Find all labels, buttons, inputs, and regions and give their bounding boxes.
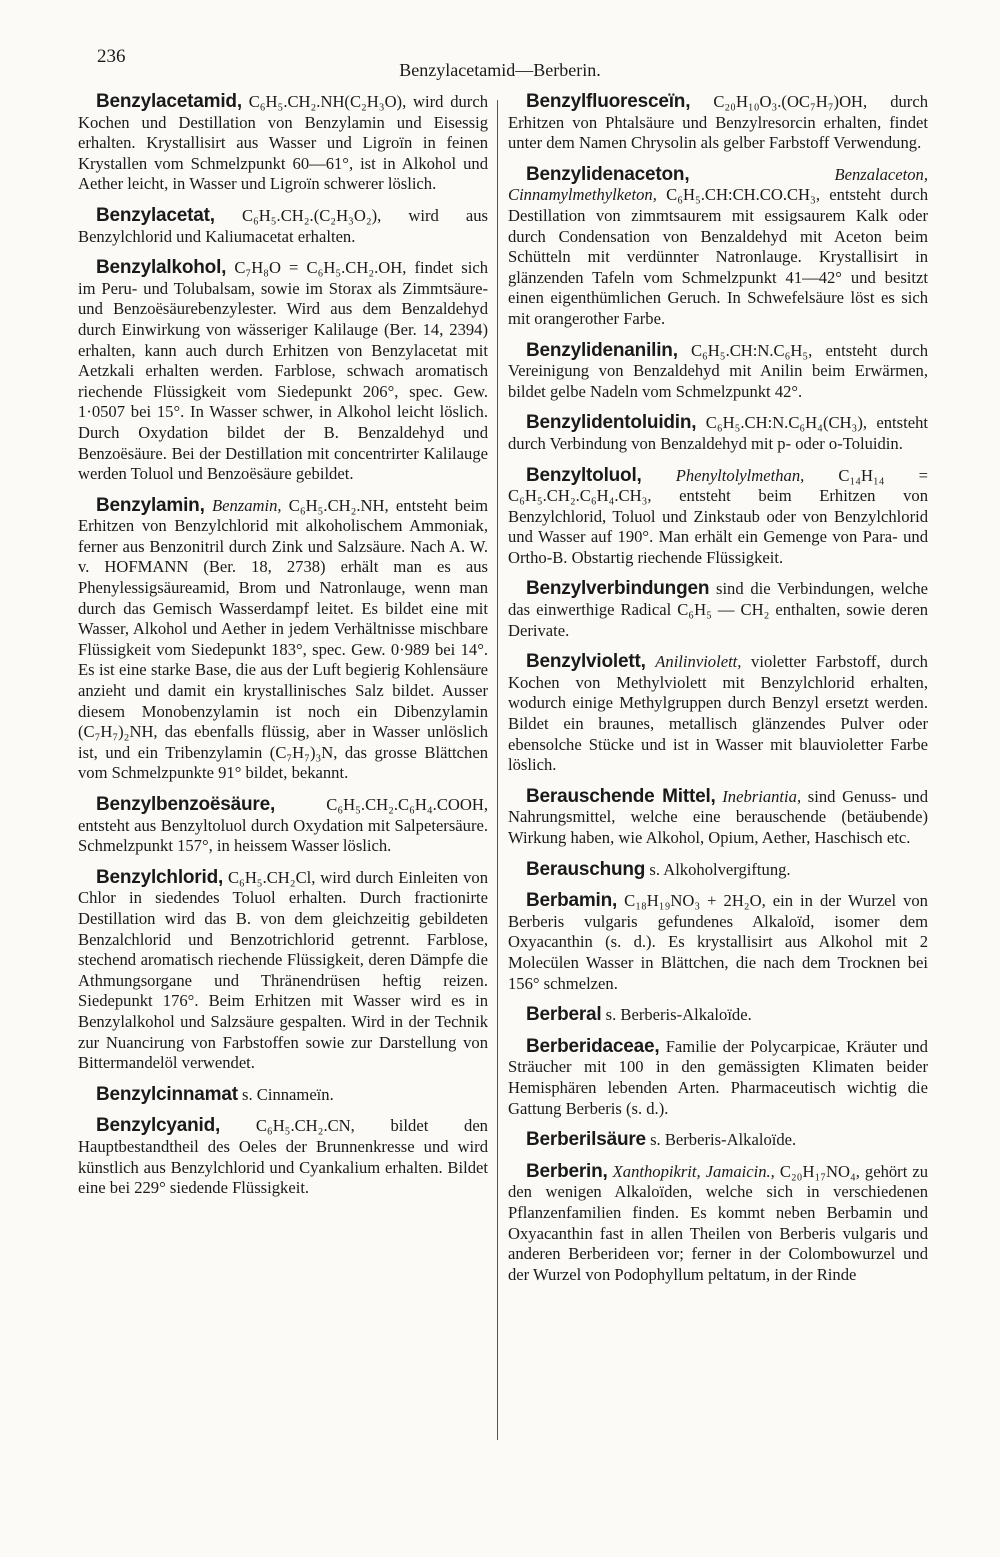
entry-headword: Benzylverbindungen bbox=[526, 578, 710, 600]
entry-text: C₇H₈O = C₆H₅.CH₂.OH, findet sich im Peru- und Tolubalsam, sowie im Storax als Zimmtsäure- und Benzoësäurebenzylester. Wird aus dem Benzaldehyd durch Einwirkung von wässeriger Kalilauge (Ber. 14, 2394) erhalten, kann auch durch Erhitzen von Benzylacetat mit Aetzkali erhalten werden. Farblose, schwach aromatisch riechende Flüssigkeit vom Siedepunkt 206°, spec. Gew. 1·0507 bei 15°. In Wasser schwer, in Alkohol leicht löslich. Durch Oxydation bildet der B. Benzaldehyd und Benzoësäure. Bei der Destillation mit concentrirter Kalilauge werden Toluol und Benzoësäure gebildet. bbox=[78, 258, 488, 484]
dictionary-entry bbox=[508, 652, 928, 776]
dictionary-entry bbox=[508, 891, 928, 994]
entry-headword: Benzylfluoresceïn, bbox=[526, 91, 691, 112]
entry-headword: Berberilsäure bbox=[526, 1129, 646, 1151]
dictionary-entry bbox=[508, 165, 928, 330]
left-column bbox=[78, 92, 488, 1210]
dictionary-entry bbox=[508, 1162, 928, 1286]
entry-headword: Berberidaceae, bbox=[526, 1035, 660, 1057]
entry-synonym: Benzamin, bbox=[211, 495, 282, 515]
entry-text: s. Berberis-Alkaloïde. bbox=[650, 1130, 797, 1150]
entry-headword: Benzylbenzoësäure, bbox=[96, 794, 276, 815]
entry-headword: Benzylidenaceton, bbox=[526, 163, 690, 185]
entry-text: C₆H₅.CH₂.(C₂H₃O₂), wird aus Benzylchlorid und Kaliumacetat erhalten. bbox=[78, 205, 488, 246]
dictionary-entry bbox=[78, 206, 488, 247]
dictionary-entry bbox=[508, 579, 928, 641]
dictionary-entry bbox=[78, 92, 488, 195]
entry-text: C₆H₅.CH₂Cl, wird durch Einleiten von Chlor in siedendes Toluol erhalten. Durch fractionirte Destillation wird das B. von dem gleichzeitig gebildeten Benzalchlorid und Benzotrichlorid getrennt. Farblose, stechend aromatisch riechende Flüssigkeit, deren Dämpfe die Athmungsorgane und Thränendrüsen heftig reizen. Siedepunkt 176°. Beim Erhitzen mit Wasser wird es in Benzylalkohol und Salzsäure gespalten. Wird in der Technik zur Nuancirung von Farbstoffen sowie zur Darstellung von Bittermandelöl verwendet. bbox=[78, 867, 488, 1073]
entry-text: C₂₀H₁₀O₃.(OC₇H₇)OH, durch Erhitzen von Phtalsäure und Benzylresorcin erhalten, findet unter dem Namen Chrysolin als gelber Farbstoff Verwendung. bbox=[508, 92, 928, 153]
entry-text: s. Berberis-Alkaloïde. bbox=[605, 1005, 752, 1025]
dictionary-entry bbox=[78, 795, 488, 857]
dictionary-entry bbox=[78, 496, 488, 784]
entry-text: C₆H₅.CH₂.NH(C₂H₃O), wird durch Kochen und Destillation von Benzylamin und Eisessig erhalten. Krystallisirt aus Wasser und Ligroïn in feinen Krystallen vom Schmelzpunkt 60—61°, ist in Alkohol und Aether leicht, in Wasser und Ligroïn schwerer löslich. bbox=[78, 92, 488, 194]
entry-text: C₆H₅.CH₂.CN, bildet den Hauptbestandtheil des Oeles der Brunnenkresse und wird künstlich aus Benzylchlorid und Cyankalium erhalten. Bildet eine bei 229° siedende Flüssigkeit. bbox=[78, 1116, 488, 1198]
entry-headword: Benzylcinnamat bbox=[96, 1083, 238, 1105]
entry-headword: Benzylviolett, bbox=[526, 651, 646, 673]
dictionary-entry bbox=[508, 1005, 928, 1026]
entry-text: sind Genuss- und Nahrungsmittel, welche eine berauschende (betäubende) Wirkung haben, wie Alkohol, Opium, Aether, Haschisch etc. bbox=[508, 786, 928, 847]
entry-text: s. Alkoholvergiftung. bbox=[649, 859, 791, 879]
entry-headword: Berauschung bbox=[526, 858, 646, 880]
column-divider bbox=[497, 100, 498, 1440]
dictionary-entry bbox=[78, 1116, 488, 1198]
entry-headword: Benzylcyanid, bbox=[96, 1115, 221, 1137]
entry-headword: Benzylamin, bbox=[96, 494, 205, 516]
entry-headword: Benzylidentoluidin, bbox=[526, 412, 697, 434]
entry-headword: Berbamin, bbox=[526, 890, 618, 912]
entry-headword: Benzylacetat, bbox=[96, 204, 215, 226]
entry-text: C₆H₅.CH:N.C₆H₅, entsteht durch Vereinigung von Benzaldehyd mit Anilin beim Erwärmen, bildet gelbe Nadeln vom Schmelzpunkt 42°. bbox=[508, 340, 928, 401]
entry-headword: Benzylacetamid, bbox=[96, 91, 242, 112]
entry-synonym: Benzalaceton, Cinnamylmethylketon, bbox=[508, 164, 928, 205]
entry-headword: Berberal bbox=[526, 1004, 602, 1026]
entry-synonym: Xanthopikrit, Jamaicin., bbox=[612, 1161, 775, 1181]
entry-text: C₆H₅.CH₂.C₆H₄.COOH, entsteht aus Benzyltoluol durch Oxydation mit Salpetersäure. Schmelzpunkt 157°, in heissem Wasser löslich. bbox=[78, 795, 488, 856]
entry-headword: Berauschende Mittel, bbox=[526, 785, 716, 807]
dictionary-entry bbox=[508, 413, 928, 454]
entry-text: C₁₈H₁₉NO₃ + 2H₂O, ein in der Wurzel von Berberis vulgaris gefundenes Alkaloïd, isomer dem Oxyacanthin (s. d.). Es krystallisirt aus Alkohol mit 2 Molecülen Wasser in Blättchen, die nach dem Trocknen bei 156° schmelzen. bbox=[508, 891, 928, 993]
entry-text: C₆H₅.CH₂.NH, entsteht beim Erhitzen von Benzylchlorid mit alkoholischem Ammoniak, ferner aus Benzonitril durch Zink und Salzsäure. Nach A. W. v. HOFMANN (Ber. 18, 2738) erhält man es aus Phenylessigsäureamid, Brom und Natronlauge, wenn man durch das Gemisch Wasserdampf leitet. Es bildet eine mit Wasser, Alkohol und Aether in jedem Verhältnisse mischbare Flüssigkeit vom Siedepunkt 183°, spec. Gew. 0·989 bei 14°. Es ist eine starke Base, die aus der Luft begierig Kohlensäure anzieht und damit ein krystallinisches Salz bildet. Ausser diesem Monobenzylamin ist noch ein Dibenzylamin (C₇H₇)₂NH, das ebenfalls flüssig, aber in Wasser unlöslich ist, und ein Tribenzylamin (C₇H₇)₃N, das grosse Blättchen vom Schmelzpunkte 91° bildet, bekannt. bbox=[78, 495, 488, 783]
entry-text: violetter Farbstoff, durch Kochen von Methylviolett mit Benzylchlorid erhalten, wodurch einige Methylgruppen durch Benzyl ersetzt werden. Bildet ein braunes, metallisch glänzendes Pulver oder ebensolche Stücke und ist in Wasser mit blauvioletter Farbe löslich. bbox=[508, 652, 928, 775]
entry-synonym: Anilinviolett, bbox=[655, 652, 742, 672]
dictionary-entry bbox=[508, 1037, 928, 1119]
entry-text: C₆H₅.CH:CH.CO.CH₃, entsteht durch Destillation von zimmtsaurem mit essigsaurem Kalk oder durch Condensation von Benzaldehyd mit Aceton beim Schütteln mit verdünnter Natronlauge. Krystallisirt in glänzenden Tafeln vom Schmelzpunkt 41—42° und besitzt einen eigenthümlichen Geruch. In Schwefelsäure löst es sich mit orangerother Farbe. bbox=[508, 185, 928, 328]
entry-headword: Benzylchlorid, bbox=[96, 866, 224, 888]
page-number: 236 bbox=[97, 46, 126, 67]
dictionary-entry bbox=[78, 1085, 488, 1106]
dictionary-entry bbox=[78, 258, 488, 485]
right-column bbox=[508, 92, 928, 1296]
entry-headword: Berberin, bbox=[526, 1160, 608, 1182]
dictionary-entry bbox=[508, 860, 928, 881]
dictionary-entry bbox=[78, 868, 488, 1074]
entry-text: s. Cinnameïn. bbox=[242, 1084, 334, 1104]
entry-synonym: Inebriantia, bbox=[722, 786, 802, 806]
dictionary-entry bbox=[508, 341, 928, 403]
entry-text: sind die Verbindungen, welche das einwerthige Radical C₆H₅ — CH₂ enthalten, sowie deren Derivate. bbox=[508, 579, 928, 640]
entry-text: Familie der Polycarpicae, Kräuter und Sträucher mit 100 in den gemässigten Klimaten beider Hemisphären lebenden Arten. Pharmaceutisch wichtig die Gattung Berberis (s. d.). bbox=[508, 1036, 928, 1118]
entry-synonym: Phenyltolylmethan, bbox=[675, 465, 805, 485]
entry-text: C₂₀H₁₇NO₄, gehört zu den wenigen Alkaloïden, welche sich in verschiedenen Pflanzenfamilien finden. Es kommt neben Berbamin und Oxyacanthin fast in allen Theilen von Berberis vulgaris und anderen Berberideen vor; ferner in der Colombowurzel und der Wurzel von Podophyllum peltatum, in der Rinde bbox=[508, 1161, 928, 1284]
running-head: Benzylacetamid—Berberin. bbox=[399, 60, 601, 80]
entry-text: C₁₄H₁₄ = C₆H₅.CH₂.C₆H₄.CH₃, entsteht beim Erhitzen von Benzylchlorid, Toluol und Zinkstaub oder von Benzylchlorid und Wasser auf 190°. Man erhält ein Gemenge von Para- und Ortho-B. Obstartig riechende Flüssigkeit. bbox=[508, 465, 929, 567]
dictionary-entry bbox=[508, 1130, 928, 1151]
entry-text: C₆H₅.CH:N.C₆H₄(CH₃), entsteht durch Verbindung von Benzaldehyd mit p- oder o-Toluidin. bbox=[508, 413, 928, 453]
dictionary-entry bbox=[508, 92, 928, 154]
entry-headword: Benzyltoluol, bbox=[526, 464, 642, 486]
dictionary-entry bbox=[508, 466, 928, 569]
entry-headword: Benzylidenanilin, bbox=[526, 339, 678, 361]
entry-headword: Benzylalkohol, bbox=[96, 257, 227, 279]
dictionary-entry bbox=[508, 787, 928, 849]
